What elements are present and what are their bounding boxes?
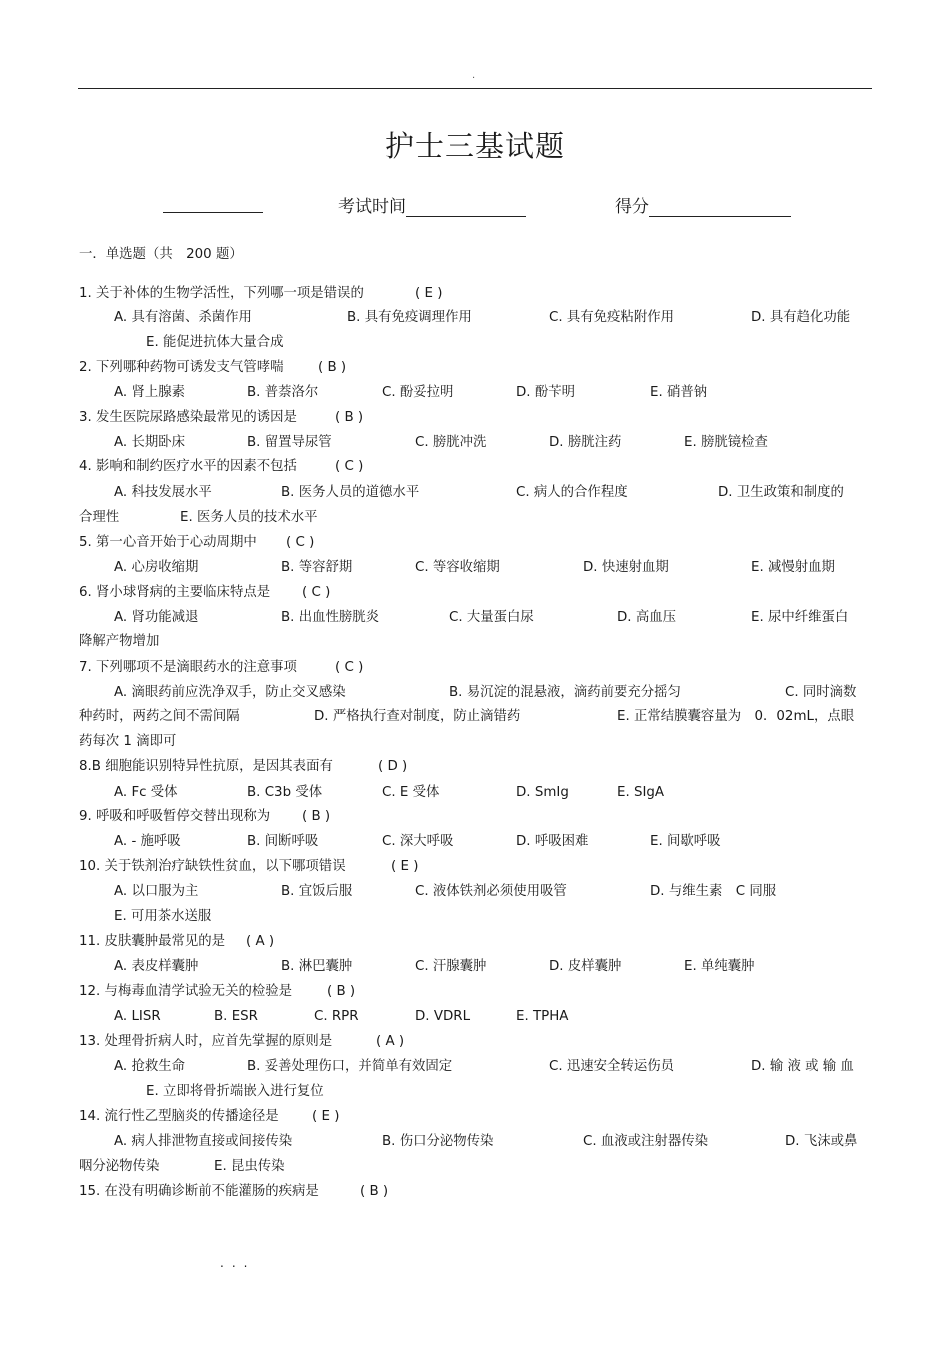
question-line: B. 伤口分泌物传染 xyxy=(382,1134,494,1149)
question-line: E. 硝普钠 xyxy=(650,385,708,400)
question-line: E. 膀胱镜检查 xyxy=(684,435,768,450)
question-line: ( B ) xyxy=(302,809,331,824)
question-line: C. 迅速安全转运伤员 xyxy=(549,1059,674,1074)
section-heading: 一．单选题（共 200 题） xyxy=(79,247,243,262)
question-line: C. 等容收缩期 xyxy=(415,560,500,575)
question-line: E. 能促进抗体大量合成 xyxy=(146,335,284,350)
question-line: 5. 第一心音开始于心动周期中 xyxy=(79,535,257,550)
question-line: 14. 流行性乙型脑炎的传播途径是 xyxy=(79,1109,279,1124)
question-line: ( C ) xyxy=(335,459,364,474)
question-line: A. 抢救生命 xyxy=(114,1059,185,1074)
question-line: C. 同时滴数 xyxy=(785,685,857,700)
question-line: A. 肾功能减退 xyxy=(114,610,199,625)
question-line: ( C ) xyxy=(302,585,331,600)
question-line: 种药时，两药之间不需间隔 xyxy=(79,709,240,724)
question-line: C. 液体铁剂必须使用吸管 xyxy=(415,884,567,899)
question-line: ( E ) xyxy=(391,859,419,874)
question-line: 3. 发生医院尿路感染最常见的诱因是 xyxy=(79,410,297,425)
question-line: D. 卫生政策和制度的 xyxy=(718,485,844,500)
question-line: C. 酚妥拉明 xyxy=(382,385,454,400)
question-line: B. ESR xyxy=(214,1009,258,1024)
question-line: 8.B 细胞能识别特异性抗原，是因其表面有 xyxy=(79,759,333,774)
header-dot: . xyxy=(472,70,476,81)
question-line: A. Fc 受体 xyxy=(114,785,178,800)
question-line: E. 可用茶水送服 xyxy=(114,909,212,924)
question-line: D. 呼吸困难 xyxy=(516,834,589,849)
question-line: 合理性 xyxy=(79,510,120,525)
question-line: E. 尿中纤维蛋白 xyxy=(751,610,849,625)
score-label: 得分 xyxy=(615,197,649,217)
question-line: A. 病人排泄物直接或间接传染 xyxy=(114,1134,293,1149)
question-line: B. 妥善处理伤口，并简单有效固定 xyxy=(247,1059,453,1074)
question-line: E. 医务人员的技术水平 xyxy=(180,510,318,525)
question-line: E. 正常结膜囊容量为 0．02mL，点眼 xyxy=(617,709,855,724)
question-line: C. 汗腺囊肿 xyxy=(415,959,487,974)
question-line: ( C ) xyxy=(335,660,364,675)
question-line: A. 长期卧床 xyxy=(114,435,185,450)
question-line: D. 膀胱注药 xyxy=(549,435,622,450)
question-line: C. E 受体 xyxy=(382,785,440,800)
question-line: C. 病人的合作程度 xyxy=(516,485,628,500)
question-line: D. VDRL xyxy=(415,1009,471,1024)
question-line: C. 膀胱冲洗 xyxy=(415,435,487,450)
question-line: 咽分泌物传染 xyxy=(79,1159,160,1174)
question-line: E. 单纯囊肿 xyxy=(684,959,755,974)
page-title: 护士三基试题 xyxy=(384,129,565,163)
question-line: D. 高血压 xyxy=(617,610,676,625)
question-line: ( E ) xyxy=(312,1109,340,1124)
question-line: A. 滴眼药前应洗净双手，防止交叉感染 xyxy=(114,685,346,700)
question-line: B. 普萘洛尔 xyxy=(247,385,319,400)
question-line: D. 严格执行查对制度，防止滴错药 xyxy=(314,709,521,724)
question-line: D. 与维生素 C 同服 xyxy=(650,884,777,899)
question-line: D. 具有趋化功能 xyxy=(751,310,851,325)
question-line: ( D ) xyxy=(378,759,408,774)
question-line: B. 宜饭后服 xyxy=(281,884,353,899)
question-line: A. 肾上腺素 xyxy=(114,385,185,400)
score-field[interactable] xyxy=(615,192,791,217)
question-line: 7. 下列哪项不是滴眼药水的注意事项 xyxy=(79,660,297,675)
question-line: C. 具有免疫粘附作用 xyxy=(549,310,674,325)
question-line: E. 昆虫传染 xyxy=(214,1159,285,1174)
question-line: ( A ) xyxy=(246,934,275,949)
question-line: A. 表皮样囊肿 xyxy=(114,959,199,974)
question-line: 降解产物增加 xyxy=(79,634,160,649)
question-line: B. 淋巴囊肿 xyxy=(281,959,353,974)
question-line: B. 易沉淀的混悬液，滴药前要充分摇匀 xyxy=(449,685,681,700)
question-line: 10. 关于铁剂治疗缺铁性贫血，以下哪项错误 xyxy=(79,859,346,874)
question-line: ( B ) xyxy=(327,984,356,999)
question-line: 15. 在没有明确诊断前不能灌肠的疾病是 xyxy=(79,1184,319,1199)
question-line: 12. 与梅毒血清学试验无关的检验是 xyxy=(79,984,293,999)
question-line: 13. 处理骨折病人时，应首先掌握的原则是 xyxy=(79,1034,333,1049)
question-line: C. 血液或注射器传染 xyxy=(583,1134,708,1149)
footer-dots: ... xyxy=(220,1256,256,1270)
question-line: E. 间歇呼吸 xyxy=(650,834,721,849)
question-line: A. 科技发展水平 xyxy=(114,485,212,500)
question-line: D. 快速射血期 xyxy=(583,560,669,575)
question-line: 1. 关于补体的生物学活性，下列哪一项是错误的 xyxy=(79,286,364,301)
exam-time-label: 考试时间 xyxy=(338,197,406,217)
question-line: ( E ) xyxy=(415,286,443,301)
question-line: D. 皮样囊肿 xyxy=(549,959,622,974)
question-line: 4. 影响和制约医疗水平的因素不包括 xyxy=(79,459,297,474)
question-line: E. 立即将骨折端嵌入进行复位 xyxy=(146,1084,324,1099)
question-line: B. 具有免疫调理作用 xyxy=(347,310,472,325)
question-line: 9. 呼吸和呼吸暂停交替出现称为 xyxy=(79,809,271,824)
question-line: A. 以口服为主 xyxy=(114,884,199,899)
question-line: C. RPR xyxy=(314,1009,359,1024)
question-line: A. LISR xyxy=(114,1009,161,1024)
question-line: C. 深大呼吸 xyxy=(382,834,454,849)
question-line: D. 输 液 或 输 血 xyxy=(751,1059,854,1074)
question-line: B. 等容舒期 xyxy=(281,560,353,575)
question-line: 药每次 1 滴即可 xyxy=(79,734,177,749)
question-line: ( A ) xyxy=(376,1034,405,1049)
header-rule xyxy=(78,88,872,89)
question-line: A. - 施呼吸 xyxy=(114,834,181,849)
question-line: ( B ) xyxy=(360,1184,389,1199)
question-line: B. 出血性膀胱炎 xyxy=(281,610,380,625)
question-line: A. 具有溶菌、杀菌作用 xyxy=(114,310,252,325)
question-line: D. 酚苄明 xyxy=(516,385,575,400)
question-line: 11. 皮肤囊肿最常见的是 xyxy=(79,934,226,949)
question-line: B. C3b 受体 xyxy=(247,785,323,800)
question-line: 2. 下列哪种药物可诱发支气管哮喘 xyxy=(79,360,284,375)
question-line: 6. 肾小球肾病的主要临床特点是 xyxy=(79,585,271,600)
question-line: A. 心房收缩期 xyxy=(114,560,199,575)
question-line: E. 减慢射血期 xyxy=(751,560,835,575)
question-line: C. 大量蛋白尿 xyxy=(449,610,534,625)
name-field[interactable] xyxy=(163,192,263,213)
question-line: D. 飞沫或鼻 xyxy=(785,1134,858,1149)
question-line: B. 间断呼吸 xyxy=(247,834,319,849)
question-line: E. SIgA xyxy=(617,785,665,800)
question-line: ( B ) xyxy=(335,410,364,425)
question-line: D. SmIg xyxy=(516,785,569,800)
exam-time-field[interactable] xyxy=(338,192,526,217)
question-line: ( B ) xyxy=(318,360,347,375)
question-line: E. TPHA xyxy=(516,1009,569,1024)
question-line: B. 留置导尿管 xyxy=(247,435,332,450)
question-line: ( C ) xyxy=(286,535,315,550)
question-line: B. 医务人员的道德水平 xyxy=(281,485,420,500)
